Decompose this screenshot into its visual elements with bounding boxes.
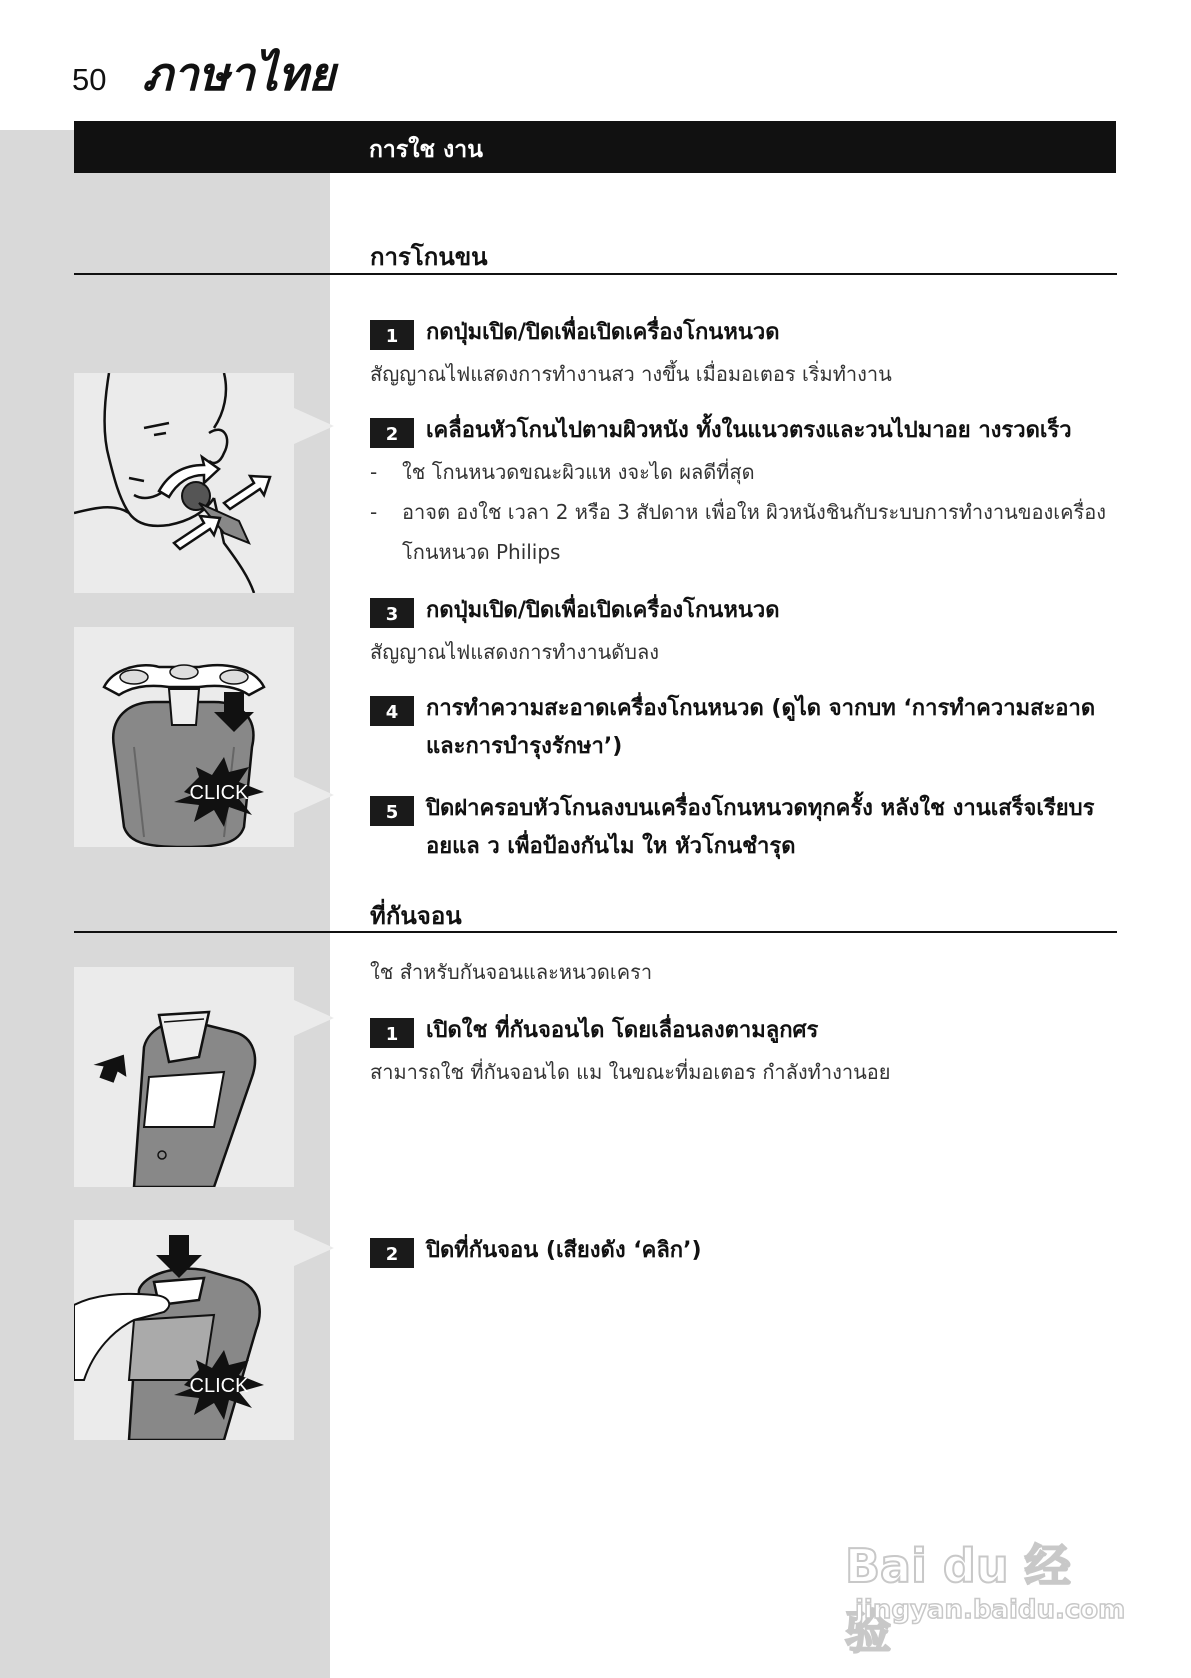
step-number: 3: [370, 598, 414, 628]
illustration-cap-click: [74, 627, 294, 847]
bullet-text: ใช โกนหนวดขณะผิวแห งจะได ผลดีที่สุด: [402, 460, 755, 484]
illustration-pointer: [294, 1230, 334, 1266]
illustration-trimmer-close: [74, 1220, 294, 1440]
step-description: สัญญาณไฟแสดงการทำงานสว างขึ้น เมื่อมอเตอร เริ่มทำงาน: [370, 362, 892, 386]
page-header: [72, 38, 335, 111]
trimmer-step-2: [370, 1236, 1126, 1270]
click-label: CLICK: [189, 782, 249, 804]
step-text: เปิดใช ที่กันจอนได โดยเลื่อนลงตามลูกศร: [426, 1018, 819, 1043]
step-description: สามารถใช ที่กันจอนได แม ในขณะที่มอเตอร กำลังทำงานอย: [370, 1060, 891, 1084]
face-shaving-icon: [74, 373, 294, 593]
section-title: การใช งาน: [369, 137, 483, 163]
shaver-cap-icon: [74, 627, 294, 847]
illustration-pointer: [294, 408, 334, 444]
step-number: 5: [370, 796, 414, 826]
step-text: การทำความสะอาดเครื่องโกนหนวด (ดูได จากบท ‘การทำความสะอาดและการบำรุงรักษา’): [426, 696, 1096, 759]
margin-column: [0, 130, 330, 1678]
bullet-item: - อาจต องใช เวลา 2 หรือ 3 สัปดาห เพื่อให ผิวหนังชินกับระบบการทำงานของเครื่องโกนหนวด Philips: [370, 492, 1120, 572]
step-number: 2: [370, 1238, 414, 1268]
step-number: 1: [370, 320, 414, 350]
bullet-item: - ใช โกนหนวดขณะผิวแห งจะได ผลดีที่สุด: [370, 452, 1120, 492]
step-text: กดปุ่มเปิด/ปิดเพื่อเปิดเครื่องโกนหนวด: [426, 320, 780, 345]
illustration-pointer: [294, 777, 334, 813]
illustration-face-shaving: [74, 373, 294, 593]
bullet-text: อาจต องใช เวลา 2 หรือ 3 สัปดาห เพื่อให ผิวหนังชินกับระบบการทำงานของเครื่องโกนหนวด Philips: [402, 500, 1106, 564]
step-number: 1: [370, 1018, 414, 1048]
shaving-heading: การโกนขน: [370, 243, 488, 271]
shaving-step-1: [370, 318, 1126, 352]
step-description: สัญญาณไฟแสดงการทำงานดับลง: [370, 640, 660, 664]
page-number: 50: [72, 62, 107, 97]
trimmer-step-1: [370, 1016, 1126, 1050]
step-text: ปิดฝาครอบหัวโกนลงบนเครื่องโกนหนวดทุกครั้ง หลังใช งานเสร็จเรียบร อยแล ว เพื่อป้องกันไม ให หัวโกนชำรุด: [426, 796, 1095, 859]
language-title: ภาษาไทย: [142, 47, 336, 101]
step-number: 4: [370, 696, 414, 726]
baidu-watermark: [845, 1520, 1126, 1659]
step-text: เคลื่อนหัวโกนไปตามผิวหนัง ทั้งในแนวตรงและวนไปมาอย างรวดเร็ว: [426, 418, 1072, 443]
illustration-trimmer-open: [74, 967, 294, 1187]
click-label: CLICK: [189, 1375, 249, 1397]
shaving-step-5: [370, 794, 1126, 866]
illustration-pointer: [294, 1000, 334, 1036]
step-text: ปิดที่กันจอน (เสียงดัง ‘คลิก’): [426, 1238, 702, 1263]
step-text: กดปุ่มเปิด/ปิดเพื่อเปิดเครื่องโกนหนวด: [426, 598, 780, 623]
shaving-step-3: [370, 596, 1126, 630]
shaving-step-2: [370, 416, 1186, 450]
trimmer-open-icon: [74, 967, 294, 1187]
trimmer-rule: [74, 931, 1117, 933]
trimmer-close-icon: [74, 1220, 294, 1440]
trimmer-heading: ที่กันจอน: [370, 902, 462, 930]
shaving-rule: [74, 273, 1117, 275]
step-number: 2: [370, 418, 414, 448]
watermark-url: jingyan.baidu.com: [855, 1595, 1126, 1625]
watermark-brand: Bai du 经验: [845, 1539, 1071, 1659]
trimmer-intro: ใช สำหรับกันจอนและหนวดเครา: [370, 960, 653, 984]
section-bar: [74, 121, 1116, 173]
shaving-step-4: [370, 694, 1126, 766]
